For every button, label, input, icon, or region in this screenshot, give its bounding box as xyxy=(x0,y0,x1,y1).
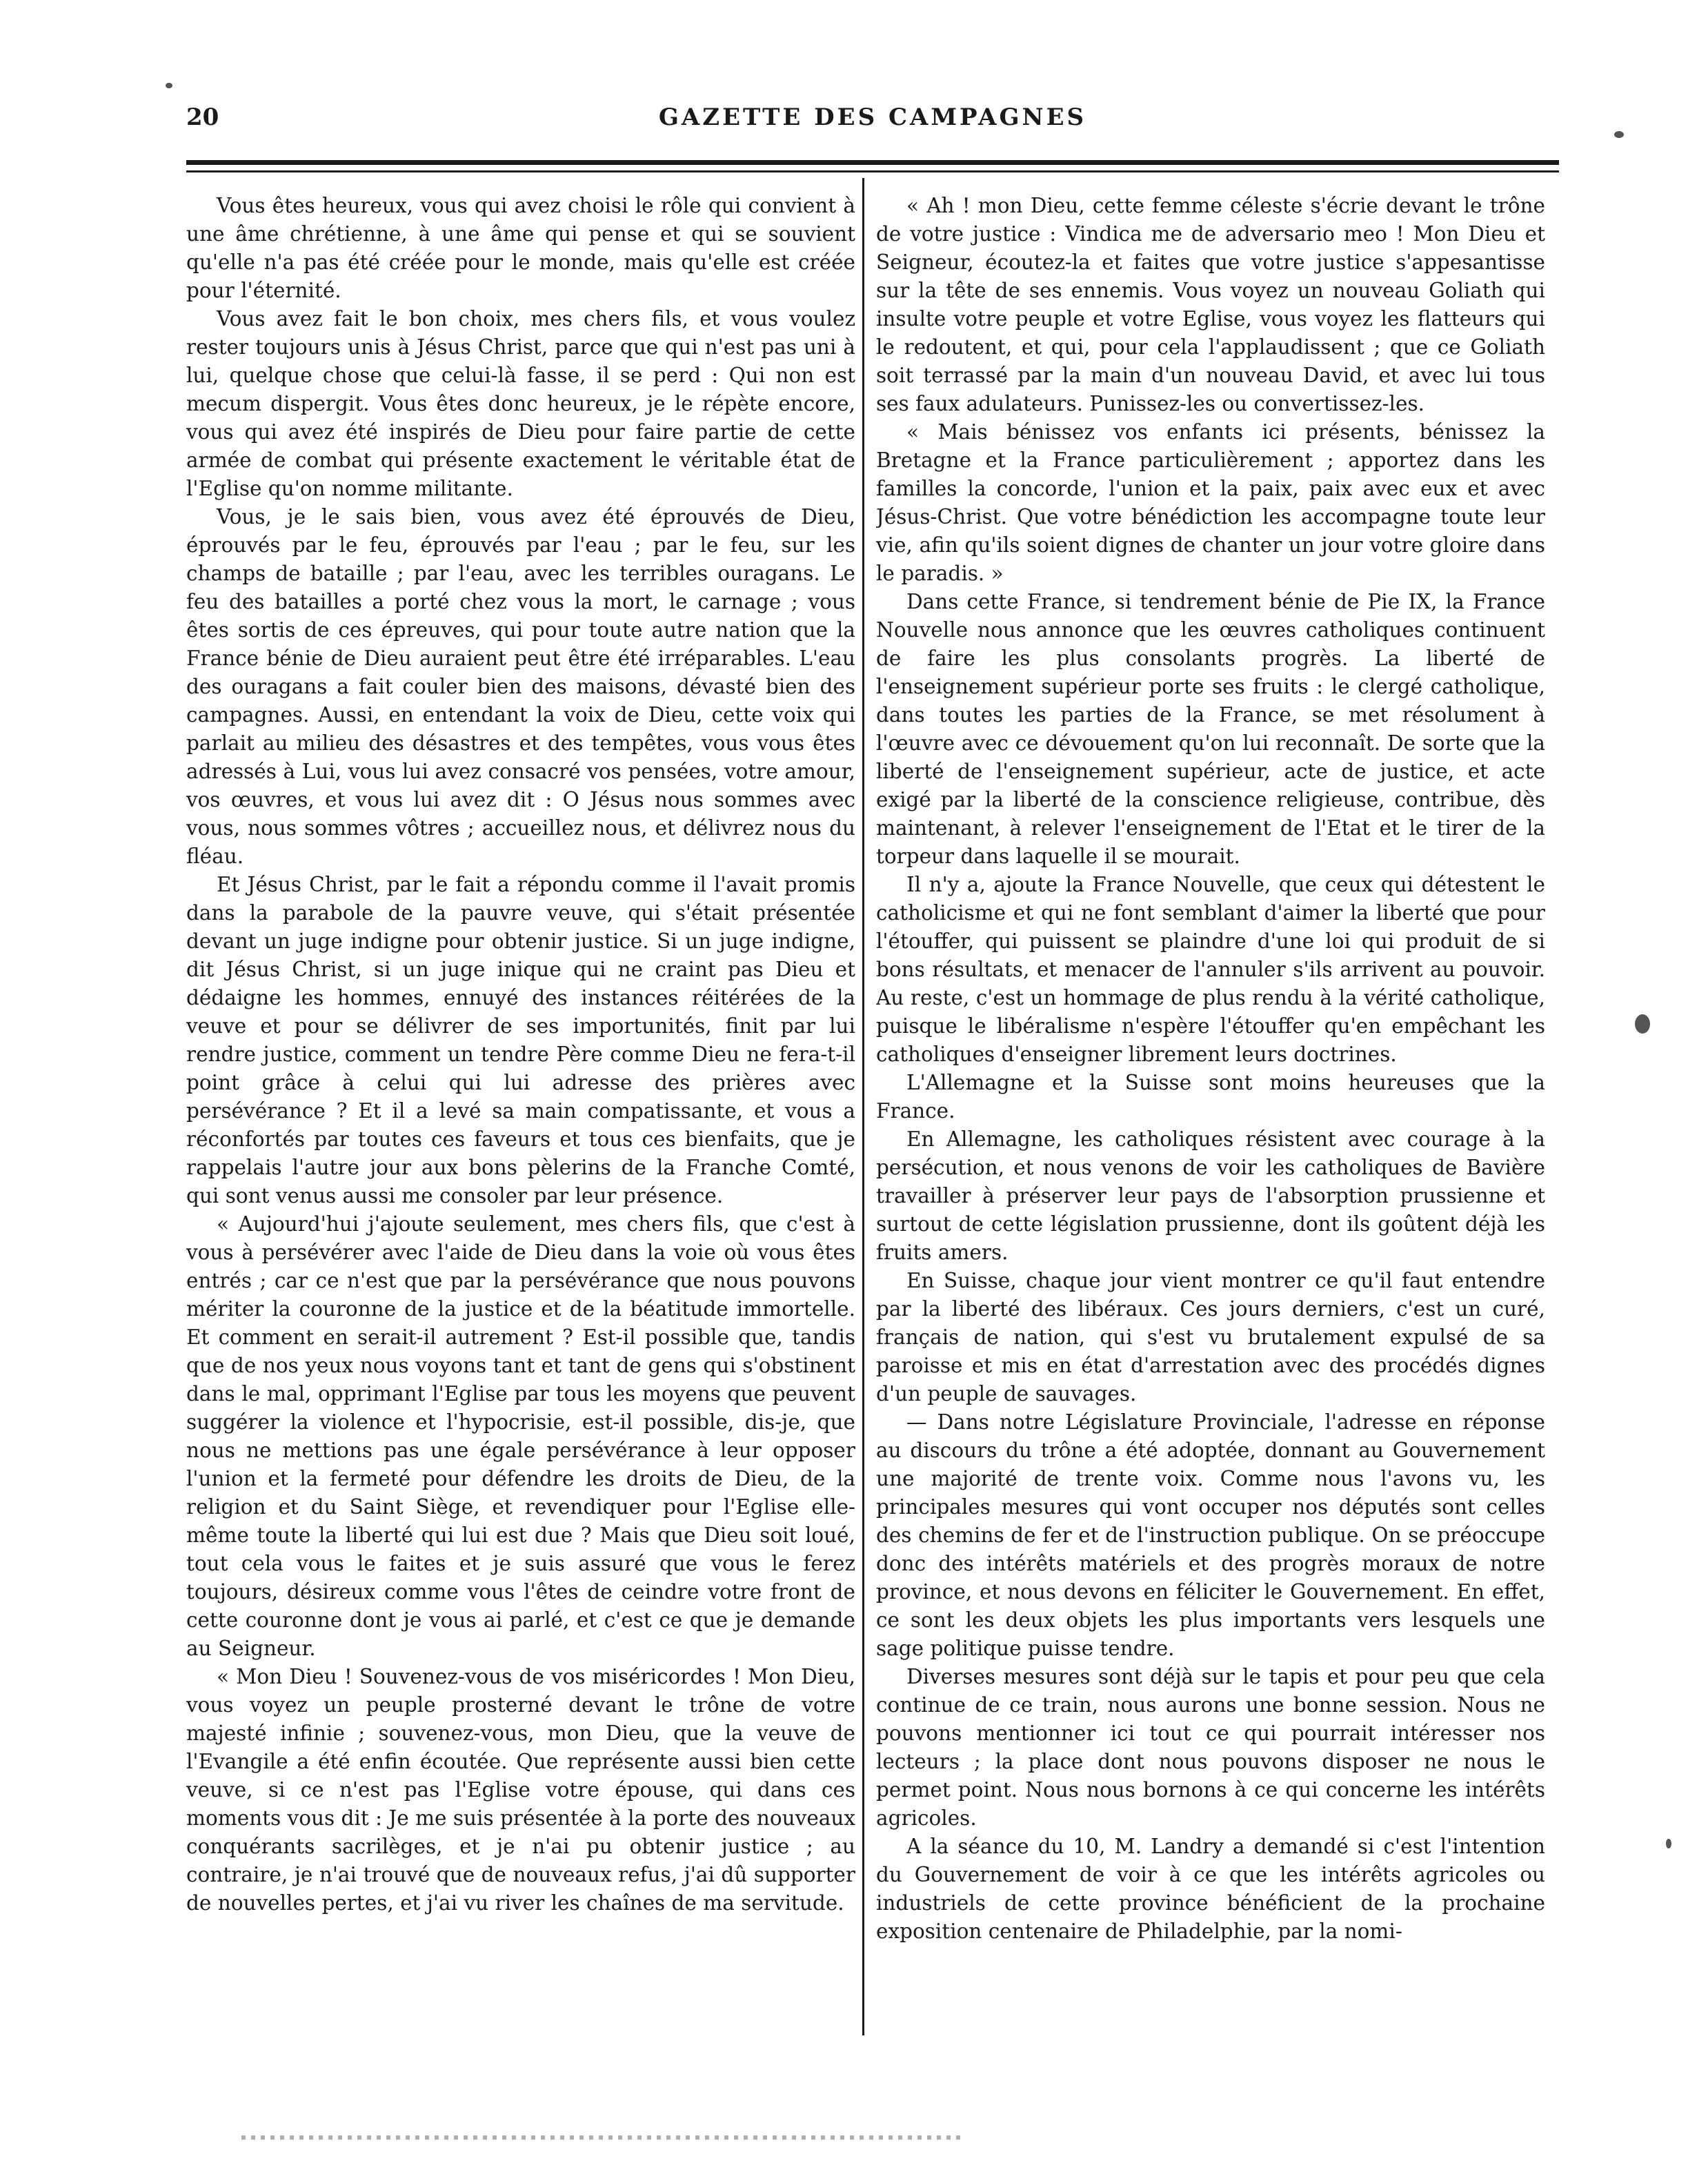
paragraph: « Aujourd'hui j'ajoute seulement, mes chers fils, que c'est à vous à persévérer avec l'aide de Dieu dans la voie où vous êtes entrés ; car ce n'est que par la persévérance que nous pouvons mériter la couronne de la justice et de la béatitude immortelle. Et comment en serait-il autrement ? Est-il possible que, tandis que de nos yeux nous voyons tant et tant de gens qui s'obstinent dans le mal, opprimant l'Eglise par tous les moyens que peuvent suggérer la violence et l'hypocrisie, est-il possible, dis-je, que nous ne mettions pas une égale persévérance à leur opposer l'union et la fermeté pour défendre les droits de Dieu, de la religion et du Saint Siège, et revendiquer pour l'Eglise elle-même toute la liberté qui lui est due ? Mais que Dieu soit loué, tout cela vous le faites et je suis assuré que vous le ferez toujours, désireux comme vous l'êtes de ceindre votre front de cette couronne dont je vous ai parlé, et c'est ce que je demande au Seigneur. xyxy=(186,1212,855,1660)
paragraph: « Ah ! mon Dieu, cette femme céleste s'écrie devant le trône de votre justice : Vindica me de adversario meo ! Mon Dieu et Seigneur, écoutez-la et faites que votre justice s'appesantisse sur la tête de ses ennemis. Vous voyez un nouveau Goliath qui insulte votre peuple et votre Eglise, vous voyez les flatteurs qui le redoutent, et qui, pour cela l'applaudissent ; que ce Goliath soit terrassé par la main d'un nouveau David, et avec lui tous ses faux adulateurs. Punissez-les ou convertissez-les. xyxy=(876,194,1545,415)
column-divider xyxy=(862,178,864,2035)
paragraph: Et Jésus Christ, par le fait a répondu comme il l'avait promis dans la parabole de la pauvre veuve, qui s'était présentée devant un juge indigne pour obtenir justice. Si un juge indigne, dit Jésus Christ, si un juge inique qui ne craint pas Dieu et dédaigne les hommes, ennuyé des instances réitérées de la veuve et pour se délivrer de ses importunités, finit par lui rendre justice, comment un tendre Père comme Dieu ne fera-t-il point grâce à celui qui lui adresse des prières avec persévérance ? Et il a levé sa main compatissante, et vous a réconfortés par toutes ces faveurs et tous ces bienfaits, que je rappelais l'autre jour aux bons pèlerins de la Franche Comté, qui sont venus aussi me consoler par leur présence. xyxy=(186,873,855,1207)
header-rule-thin xyxy=(186,170,1559,172)
paragraph: « Mais bénissez vos enfants ici présents, bénissez la Bretagne et la France particulièrement ; apportez dans les familles la concorde, l'union et la paix, paix avec eux et avec Jésus-Christ. Que votre bénédiction les accompagne toute leur vie, afin qu'ils soient dignes de chanter un jour votre gloire dans le paradis. » xyxy=(876,420,1545,585)
scan-speck xyxy=(1666,1839,1671,1848)
scan-speck xyxy=(166,83,172,88)
header-rule-thick xyxy=(186,160,1559,165)
paragraph: « Mon Dieu ! Souvenez-vous de vos miséricordes ! Mon Dieu, vous voyez un peuple prosterné devant le trône de votre majesté infinie ; souvenez-vous, mon Dieu, que la veuve de l'Evangile a été enfin écoutée. Que représente aussi bien cette veuve, si ce n'est pas l'Eglise votre épouse, qui dans ces moments vous dit : Je me suis présentée à la porte des nouveaux conquérants sacrilèges, et je n'ai pu obtenir justice ; au contraire, je n'ai trouvé que de nouveaux refus, j'ai dû supporter de nouvelles pertes, et j'ai vu river les chaînes de ma servitude. xyxy=(186,1665,855,1915)
paragraph: Dans cette France, si tendrement bénie de Pie IX, la France Nouvelle nous annonce que les œuvres catholiques continuent de faire les plus consolants progrès. La liberté de l'enseignement supérieur porte ses fruits : le clergé catholique, dans toutes les parties de la France, se met résolument à l'œuvre avec ce dévouement qu'on lui reconnaît. De sorte que la liberté de l'enseignement supérieur, acte de justice, et acte exigé par la liberté de la conscience religieuse, contribue, dès maintenant, à relever l'enseignement de l'Etat et le tirer de la torpeur dans laquelle il se mourait. xyxy=(876,590,1545,868)
paragraph: Vous, je le sais bien, vous avez été éprouvés de Dieu, éprouvés par le feu, éprouvés par l'eau ; par le feu, sur les champs de bataille ; par l'eau, avec les terribles ouragans. Le feu des batailles a porté chez vous la mort, le carnage ; vous êtes sortis de ces épreuves, qui pour toute autre nation que la France bénie de Dieu auraient peut être été irréparables. L'eau des ouragans a fait couler bien des maisons, dévasté bien des campagnes. Aussi, en entendant la voix de Dieu, cette voix qui parlait au milieu des désastres et des tempêtes, vous vous êtes adressés à Lui, vous lui avez consacré vos pensées, votre amour, vos œuvres, et vous lui avez dit : O Jésus nous sommes avec vous, nous sommes vôtres ; accueillez nous, et délivrez nous du fléau. xyxy=(186,505,855,868)
paragraph: En Allemagne, les catholiques résistent avec courage à la persécution, et nous venons de voir les catholiques de Bavière travailler à préserver leur pays de l'absorption prussienne et surtout de cette législation prussienne, dont ils goûtent déjà les fruits amers. xyxy=(876,1127,1545,1264)
scan-smudge xyxy=(241,2135,966,2140)
paragraph: En Suisse, chaque jour vient montrer ce qu'il faut entendre par la liberté des libéraux. Ces jours derniers, c'est un curé, français de nation, qui s'est vu brutalement expulsé de sa paroisse et mis en état d'arrestation avec des procédés dignes d'un peuple de sauvages. xyxy=(876,1269,1545,1405)
paragraph: Diverses mesures sont déjà sur le tapis et pour peu que cela continue de ce train, nous aurons une bonne session. Nous ne pouvons mentionner ici tout ce qui pourrait intéresser nos lecteurs ; la place dont nous pouvons disposer ne nous le permet point. Nous nous bornons à ce qui concerne les intérêts agricoles. xyxy=(876,1665,1545,1830)
paragraph: A la séance du 10, M. Landry a demandé si c'est l'intention du Gouvernement de voir à ce que les intérêts agricoles ou industriels de cette province bénéficient de la prochaine exposition centenaire de Philadelphie, par la nomi- xyxy=(876,1835,1545,1943)
page-number: 20 xyxy=(186,103,219,131)
page-header xyxy=(186,103,1559,138)
paragraph: Vous avez fait le bon choix, mes chers fils, et vous voulez rester toujours unis à Jésus Christ, parce que qui n'est pas uni à lui, quelque chose que celui-là fasse, il se perd : Qui non est mecum dispergit. Vous êtes donc heureux, je le répète encore, vous qui avez été inspirés de Dieu pour faire partie de cette armée de combat qui présente exactement le véritable état de l'Eglise qu'on nomme militante. xyxy=(186,307,855,500)
paragraph: L'Allemagne et la Suisse sont moins heureuses que la France. xyxy=(876,1071,1545,1123)
left-column xyxy=(186,192,855,2041)
scan-speck xyxy=(1635,1014,1650,1034)
paragraph: Il n'y a, ajoute la France Nouvelle, que ceux qui détestent le catholicisme et qui ne font semblant d'aimer la liberté que pour l'étouffer, qui puissent se plaindre d'une loi qui produit de si bons résultats, et menacer de l'annuler s'ils arrivent au pouvoir. Au reste, c'est un hommage de plus rendu à la vérité catholique, puisque le libéralisme n'espère l'étouffer qu'en empêchant les catholiques d'enseigner librement leurs doctrines. xyxy=(876,873,1545,1066)
running-title: GAZETTE DES CAMPAGNES xyxy=(658,103,1087,131)
scan-speck xyxy=(1614,131,1624,138)
right-column xyxy=(876,192,1545,2041)
paragraph: — Dans notre Législature Provinciale, l'adresse en réponse au discours du trône a été adoptée, donnant au Gouvernement une majorité de trente voix. Comme nous l'avons vu, les principales mesures qui vont occuper nos députés sont celles des chemins de fer et de l'instruction publique. On se préoccupe donc des intérêts matériels et des progrès moraux de notre province, et nous devons en féliciter le Gouvernement. En effet, ce sont les deux objets les plus importants vers lesquels une sage politique puisse tendre. xyxy=(876,1410,1545,1660)
paragraph: Vous êtes heureux, vous qui avez choisi le rôle qui convient à une âme chrétienne, à une âme qui pense et qui se souvient qu'elle n'a pas été créée pour le monde, mais qu'elle est créée pour l'éternité. xyxy=(186,194,855,302)
